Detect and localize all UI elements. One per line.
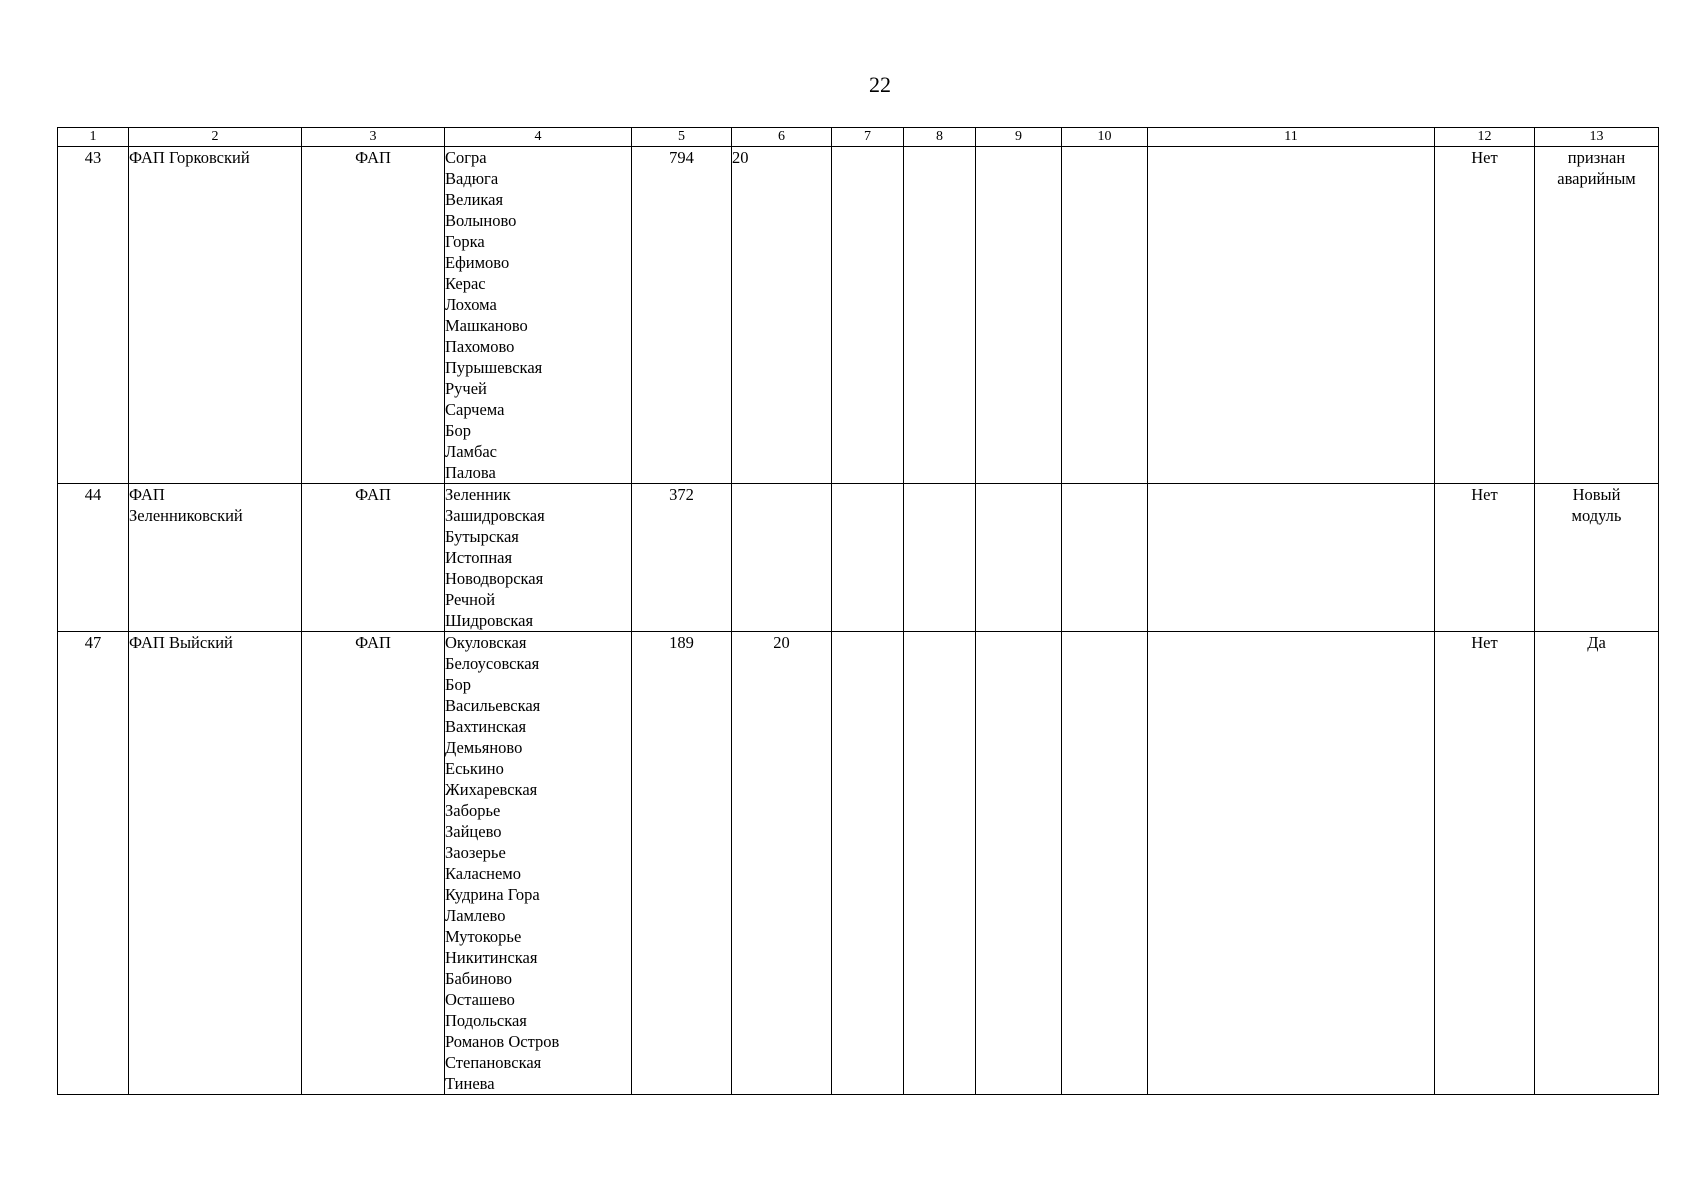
settlements-list-line: Заозерье [445, 843, 506, 862]
settlements-list-line: Пахомово [445, 337, 515, 356]
row-number [58, 484, 129, 632]
col-10-value [1062, 632, 1148, 1095]
column-header-7: 7 [832, 128, 904, 147]
facilities-table [57, 127, 1659, 1095]
settlements-list-line: Керас [445, 274, 486, 293]
settlements-list-line: Новодворская [445, 569, 544, 588]
col-12-value [1435, 632, 1535, 1095]
col-5-value-text: 189 [669, 633, 694, 652]
facility-name-line: ФАП [129, 485, 165, 504]
facility-name-line: ФАП Горковский [129, 148, 250, 167]
settlements-list-line: Жихаревская [445, 780, 538, 799]
col-5-value-text: 372 [669, 485, 694, 504]
col-10-value [1062, 484, 1148, 632]
col-12-value-text: Нет [1471, 633, 1498, 652]
settlements-list-line: Великая [445, 190, 504, 209]
col-13-value-line: Да [1587, 633, 1606, 652]
column-header-10: 10 [1062, 128, 1148, 147]
settlements-list-line: Степановская [445, 1053, 542, 1072]
facility-type-text: ФАП [355, 633, 391, 652]
col-9-value [976, 632, 1062, 1095]
col-6-value [732, 632, 832, 1095]
col-12-value-text: Нет [1471, 485, 1498, 504]
facility-name [129, 147, 302, 484]
col-5-value [632, 484, 732, 632]
col-5-value [632, 147, 732, 484]
settlements-list-line: Тинева [445, 1074, 495, 1093]
col-12-value [1435, 484, 1535, 632]
settlements-list-line: Речной [445, 590, 496, 609]
col-6-value [732, 484, 832, 632]
col-11-value [1148, 147, 1435, 484]
col-13-value [1535, 147, 1659, 484]
settlements-list-line: Демьяново [445, 738, 523, 757]
page-number: 22 [869, 72, 891, 97]
settlements-list-line: Заборье [445, 801, 501, 820]
row-number-text: 47 [84, 633, 102, 652]
settlements-list-line: Еськино [445, 759, 504, 778]
col-5-value-text: 794 [669, 148, 694, 167]
settlements-list-line: Вадюга [445, 169, 499, 188]
facility-type [302, 484, 445, 632]
row-number-text: 44 [84, 485, 102, 504]
settlements-list-line: Ламлево [445, 906, 506, 925]
row-number-text: 43 [84, 148, 102, 167]
settlements-list-line: Бутырская [445, 527, 519, 546]
settlements-list [445, 632, 632, 1095]
column-header-12: 12 [1435, 128, 1535, 147]
col-13-value-line: признан [1567, 148, 1626, 167]
col-9-value [976, 484, 1062, 632]
header-row [58, 128, 1659, 147]
table-header [58, 128, 1659, 147]
facility-name-line: Зеленниковский [129, 506, 243, 525]
col-13-value [1535, 484, 1659, 632]
facility-name [129, 632, 302, 1095]
settlements-list-line: Горка [445, 232, 485, 251]
column-header-8: 8 [904, 128, 976, 147]
col-12-value [1435, 147, 1535, 484]
settlements-list-line: Ламбас [445, 442, 497, 461]
settlements-list-line: Мутокорье [445, 927, 522, 946]
facility-name-line: ФАП Выйский [129, 633, 233, 652]
col-7-value [832, 632, 904, 1095]
row-number [58, 147, 129, 484]
settlements-list [445, 484, 632, 632]
facility-name [129, 484, 302, 632]
col-8-value [904, 632, 976, 1095]
settlements-list-line: Согра [445, 148, 487, 167]
column-header-13: 13 [1535, 128, 1659, 147]
col-12-value-text: Нет [1471, 148, 1498, 167]
settlements-list-line: Васильевская [445, 696, 541, 715]
settlements-list-line: Осташево [445, 990, 515, 1009]
settlements-list-line: Зашидровская [445, 506, 545, 525]
settlements-list-line: Зайцево [445, 822, 502, 841]
facility-type [302, 147, 445, 484]
column-header-5: 5 [632, 128, 732, 147]
settlements-list-line: Ефимово [445, 253, 510, 272]
settlements-list-line: Сарчема [445, 400, 505, 419]
col-6-value-text: 20 [732, 148, 749, 167]
col-13-value-line: аварийным [1557, 169, 1636, 188]
settlements-list-line: Белоусовская [445, 654, 540, 673]
column-header-6: 6 [732, 128, 832, 147]
col-11-value [1148, 632, 1435, 1095]
col-10-value [1062, 147, 1148, 484]
settlements-list-line: Палова [445, 463, 496, 482]
col-9-value [976, 147, 1062, 484]
column-header-3: 3 [302, 128, 445, 147]
col-5-value [632, 632, 732, 1095]
settlements-list-line: Машканово [445, 316, 528, 335]
facility-type-text: ФАП [355, 485, 391, 504]
facility-type-text: ФАП [355, 148, 391, 167]
column-header-2: 2 [129, 128, 302, 147]
settlements-list-line: Зеленник [445, 485, 511, 504]
row-number [58, 632, 129, 1095]
settlements-list-line: Лохома [445, 295, 497, 314]
settlements-list-line: Ручей [445, 379, 487, 398]
col-6-value [732, 147, 832, 484]
settlements-list-line: Пурышевская [445, 358, 543, 377]
column-header-11: 11 [1148, 128, 1435, 147]
column-header-9: 9 [976, 128, 1062, 147]
settlements-list-line: Романов Остров [445, 1032, 560, 1051]
facility-type [302, 632, 445, 1095]
col-7-value [832, 147, 904, 484]
settlements-list-line: Волыново [445, 211, 517, 230]
col-7-value [832, 484, 904, 632]
settlements-list-line: Никитинская [445, 948, 538, 967]
table-row [58, 632, 1659, 1095]
settlements-list-line: Бор [445, 421, 471, 440]
col-13-value-line: Новый [1572, 485, 1621, 504]
settlements-list-line: Истопная [445, 548, 513, 567]
settlements-list [445, 147, 632, 484]
col-8-value [904, 147, 976, 484]
settlements-list-line: Шидровская [445, 611, 534, 630]
col-6-value-text: 20 [773, 633, 790, 652]
col-13-value [1535, 632, 1659, 1095]
settlements-list-line: Бабиново [445, 969, 513, 988]
settlements-list-line: Окуловская [445, 633, 527, 652]
settlements-list-line: Бор [445, 675, 471, 694]
column-header-4: 4 [445, 128, 632, 147]
settlements-list-line: Вахтинская [445, 717, 527, 736]
table-body [58, 147, 1659, 1095]
table-row [58, 484, 1659, 632]
col-11-value [1148, 484, 1435, 632]
col-13-value-line: модуль [1571, 506, 1622, 525]
settlements-list-line: Каласнемо [445, 864, 521, 883]
settlements-list-line: Подольская [445, 1011, 527, 1030]
col-8-value [904, 484, 976, 632]
table-row [58, 147, 1659, 484]
column-header-1: 1 [58, 128, 129, 147]
settlements-list-line: Кудрина Гора [445, 885, 540, 904]
